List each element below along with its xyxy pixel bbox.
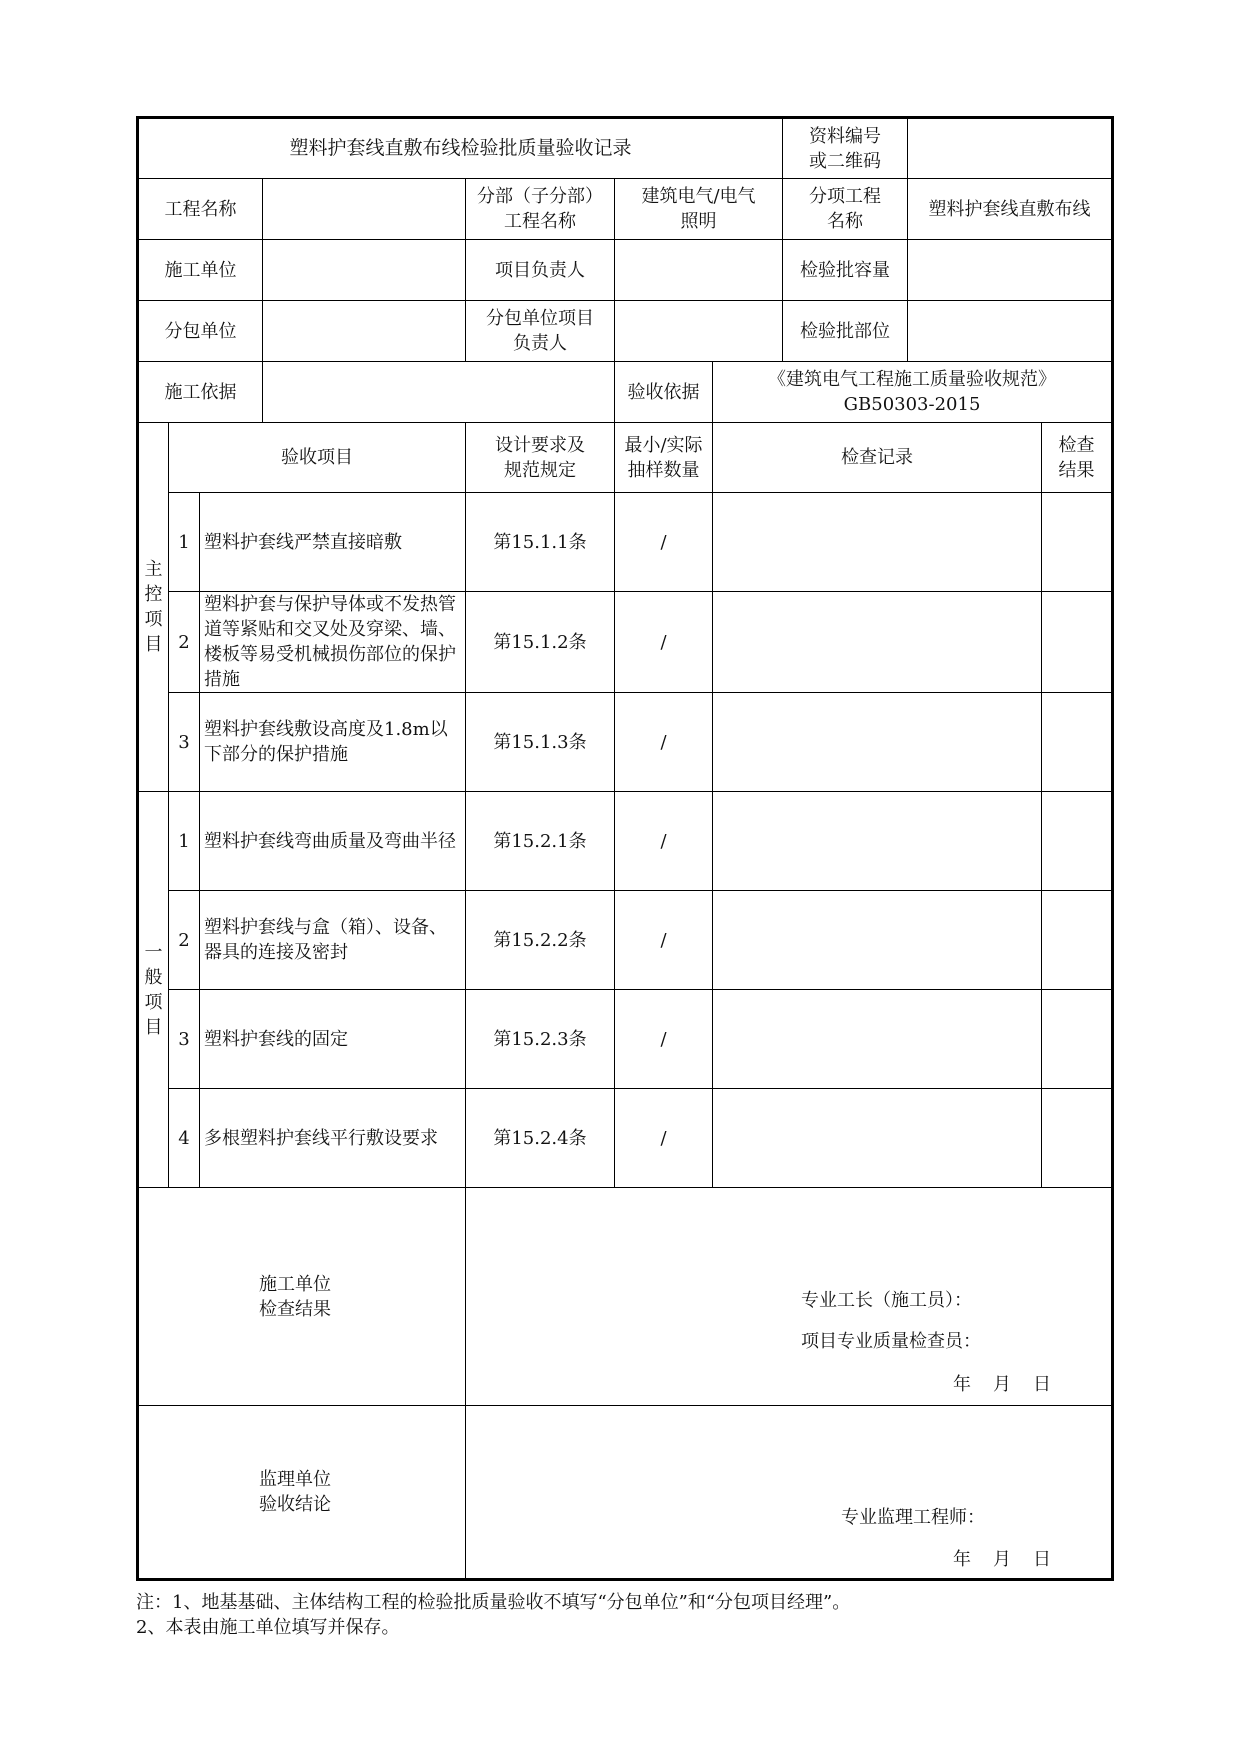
item-no: 4 xyxy=(169,1089,200,1188)
project-manager-label: 项目负责人 xyxy=(466,240,615,301)
item-name: 塑料护套线与盒（箱）、设备、器具的连接及密封 xyxy=(200,891,466,990)
item-record[interactable] xyxy=(713,493,1042,592)
sub-division-label-line2: 工程名称 xyxy=(504,211,576,232)
sub-manager-label xyxy=(466,301,615,362)
title-row xyxy=(138,118,1113,179)
item-result[interactable] xyxy=(1042,1089,1113,1188)
item-no: 3 xyxy=(169,693,200,792)
item-no: 2 xyxy=(169,891,200,990)
batch-capacity-value[interactable] xyxy=(908,240,1113,301)
footnotes xyxy=(136,1590,850,1640)
item-sample[interactable]: / xyxy=(615,792,713,891)
doc-no-label-line1: 资料编号 xyxy=(809,125,882,147)
item-record[interactable] xyxy=(713,693,1042,792)
sub-item-label-line1: 分项工程 xyxy=(809,186,882,207)
date-month: 月 xyxy=(993,1549,1012,1570)
foreman-label: 专业工长（施工员）： xyxy=(801,1290,972,1311)
contractor-row xyxy=(138,240,1113,301)
item-result[interactable] xyxy=(1042,493,1113,592)
col-requirement-line1: 设计要求及 xyxy=(495,434,585,456)
sub-item-label xyxy=(783,179,908,240)
item-name: 塑料护套线的固定 xyxy=(200,990,466,1089)
col-sample-line1: 最小/实际 xyxy=(624,434,703,456)
item-record[interactable] xyxy=(713,990,1042,1089)
contractor-check-area[interactable] xyxy=(466,1188,1113,1406)
item-clause: 第15.2.4条 xyxy=(466,1089,615,1188)
column-header-row xyxy=(138,423,1113,493)
sub-division-value-line1: 建筑电气/电气 xyxy=(641,186,756,207)
item-name: 多根塑料护套线平行敷设要求 xyxy=(200,1089,466,1188)
batch-capacity-label: 检验批容量 xyxy=(783,240,908,301)
project-name-value[interactable] xyxy=(263,179,466,240)
col-sample-header xyxy=(615,423,713,493)
subcontractor-row xyxy=(138,301,1113,362)
table-row xyxy=(138,493,1113,592)
sub-item-label-line2: 名称 xyxy=(827,211,864,232)
col-record-header: 检查记录 xyxy=(713,423,1042,493)
item-clause: 第15.2.3条 xyxy=(466,990,615,1089)
sub-manager-label-line2: 负责人 xyxy=(513,333,567,354)
sub-division-value-line2: 照明 xyxy=(680,211,717,232)
item-result[interactable] xyxy=(1042,693,1113,792)
project-manager-value[interactable] xyxy=(615,240,783,301)
date-year: 年 xyxy=(953,1374,972,1395)
item-no: 3 xyxy=(169,990,200,1089)
contractor-label: 施工单位 xyxy=(138,240,263,301)
item-clause: 第15.2.2条 xyxy=(466,891,615,990)
doc-no-label-line2: 或二维码 xyxy=(809,150,882,172)
col-result-line2: 结果 xyxy=(1058,459,1095,481)
date-year: 年 xyxy=(953,1549,972,1570)
construction-basis-label: 施工依据 xyxy=(138,362,263,423)
item-clause: 第15.1.1条 xyxy=(466,493,615,592)
item-sample[interactable]: / xyxy=(615,693,713,792)
sub-division-label-line1: 分部（子分部） xyxy=(477,186,603,207)
supervisor-date xyxy=(931,1547,1051,1572)
sub-division-label xyxy=(466,179,615,240)
col-requirement-header xyxy=(466,423,615,493)
acceptance-basis-line1: 《建筑电气工程施工质量验收规范》 xyxy=(768,369,1057,390)
sub-manager-label-line1: 分包单位项目 xyxy=(486,308,594,329)
inspector-label: 项目专业质量检查员： xyxy=(801,1331,981,1352)
footnote-1: 注：1、地基基础、主体结构工程的检验批质量验收不填写“分包单位”和“分包项目经理”。 xyxy=(136,1592,851,1613)
acceptance-basis-value xyxy=(713,362,1113,423)
item-sample[interactable]: / xyxy=(615,493,713,592)
contractor-check-label xyxy=(138,1188,466,1406)
form-title: 塑料护套线直敷布线检验批质量验收记录 xyxy=(138,118,783,179)
item-name: 塑料护套与保护导体或不发热管道等紧贴和交叉处及穿梁、墙、楼板等易受机械损伤部位的保护措施 xyxy=(200,592,466,693)
item-no: 2 xyxy=(169,592,200,693)
item-name: 塑料护套线弯曲质量及弯曲半径 xyxy=(200,792,466,891)
footnote-2: 2、本表由施工单位填写并保存。 xyxy=(136,1617,400,1638)
table-row xyxy=(138,990,1113,1089)
item-record[interactable] xyxy=(713,891,1042,990)
acceptance-record-table xyxy=(136,116,1114,1581)
contractor-check-label-line2: 检查结果 xyxy=(259,1298,331,1320)
col-sample-line2: 抽样数量 xyxy=(627,459,700,481)
general-label: 一般项目 xyxy=(138,792,169,1188)
item-sample[interactable]: / xyxy=(615,592,713,693)
contractor-check-label-line1: 施工单位 xyxy=(259,1273,331,1295)
date-month: 月 xyxy=(993,1374,1012,1395)
construction-basis-value[interactable] xyxy=(263,362,615,423)
supervisor-check-label-line2: 验收结论 xyxy=(259,1494,331,1515)
supervisor-check-label xyxy=(138,1406,466,1580)
item-record[interactable] xyxy=(713,1089,1042,1188)
project-name-label: 工程名称 xyxy=(138,179,263,240)
batch-location-value[interactable] xyxy=(908,301,1113,362)
item-no: 1 xyxy=(169,493,200,592)
item-clause: 第15.1.2条 xyxy=(466,592,615,693)
acceptance-basis-line2: GB50303-2015 xyxy=(843,394,981,415)
item-result[interactable] xyxy=(1042,592,1113,693)
sub-item-value[interactable]: 塑料护套线直敷布线 xyxy=(908,179,1113,240)
basis-row xyxy=(138,362,1113,423)
item-result[interactable] xyxy=(1042,891,1113,990)
col-item-header: 验收项目 xyxy=(169,423,466,493)
engineer-label: 专业监理工程师： xyxy=(841,1507,985,1528)
item-record[interactable] xyxy=(713,592,1042,693)
item-sample[interactable]: / xyxy=(615,1089,713,1188)
subcontractor-value[interactable] xyxy=(263,301,466,362)
table-row xyxy=(138,693,1113,792)
item-no: 1 xyxy=(169,792,200,891)
date-day: 日 xyxy=(1033,1374,1052,1395)
item-sample[interactable]: / xyxy=(615,990,713,1089)
item-result[interactable] xyxy=(1042,990,1113,1089)
main-control-label: 主控项目 xyxy=(138,423,169,792)
contractor-date xyxy=(931,1372,1051,1397)
project-row xyxy=(138,179,1113,240)
supervisor-check-area[interactable] xyxy=(466,1406,1113,1580)
table-row xyxy=(138,592,1113,693)
table-row xyxy=(138,792,1113,891)
supervisor-check-label-line1: 监理单位 xyxy=(259,1469,331,1490)
sub-division-value[interactable] xyxy=(615,179,783,240)
doc-no-value[interactable] xyxy=(908,118,1113,179)
item-result[interactable] xyxy=(1042,792,1113,891)
item-name: 塑料护套线敷设高度及1.8m以下部分的保护措施 xyxy=(200,693,466,792)
date-day: 日 xyxy=(1033,1549,1052,1570)
supervisor-check-row xyxy=(138,1406,1113,1580)
item-record[interactable] xyxy=(713,792,1042,891)
sub-manager-value[interactable] xyxy=(615,301,783,362)
item-clause: 第15.1.3条 xyxy=(466,693,615,792)
col-result-header xyxy=(1042,423,1113,493)
contractor-value[interactable] xyxy=(263,240,466,301)
col-requirement-line2: 规范规定 xyxy=(504,459,576,481)
batch-location-label: 检验批部位 xyxy=(783,301,908,362)
contractor-check-row xyxy=(138,1188,1113,1406)
doc-no-label xyxy=(783,118,908,179)
col-result-line1: 检查 xyxy=(1058,434,1095,456)
item-clause: 第15.2.1条 xyxy=(466,792,615,891)
table-row xyxy=(138,891,1113,990)
acceptance-basis-label: 验收依据 xyxy=(615,362,713,423)
table-row xyxy=(138,1089,1113,1188)
item-sample[interactable]: / xyxy=(615,891,713,990)
subcontractor-label: 分包单位 xyxy=(138,301,263,362)
item-name: 塑料护套线严禁直接暗敷 xyxy=(200,493,466,592)
